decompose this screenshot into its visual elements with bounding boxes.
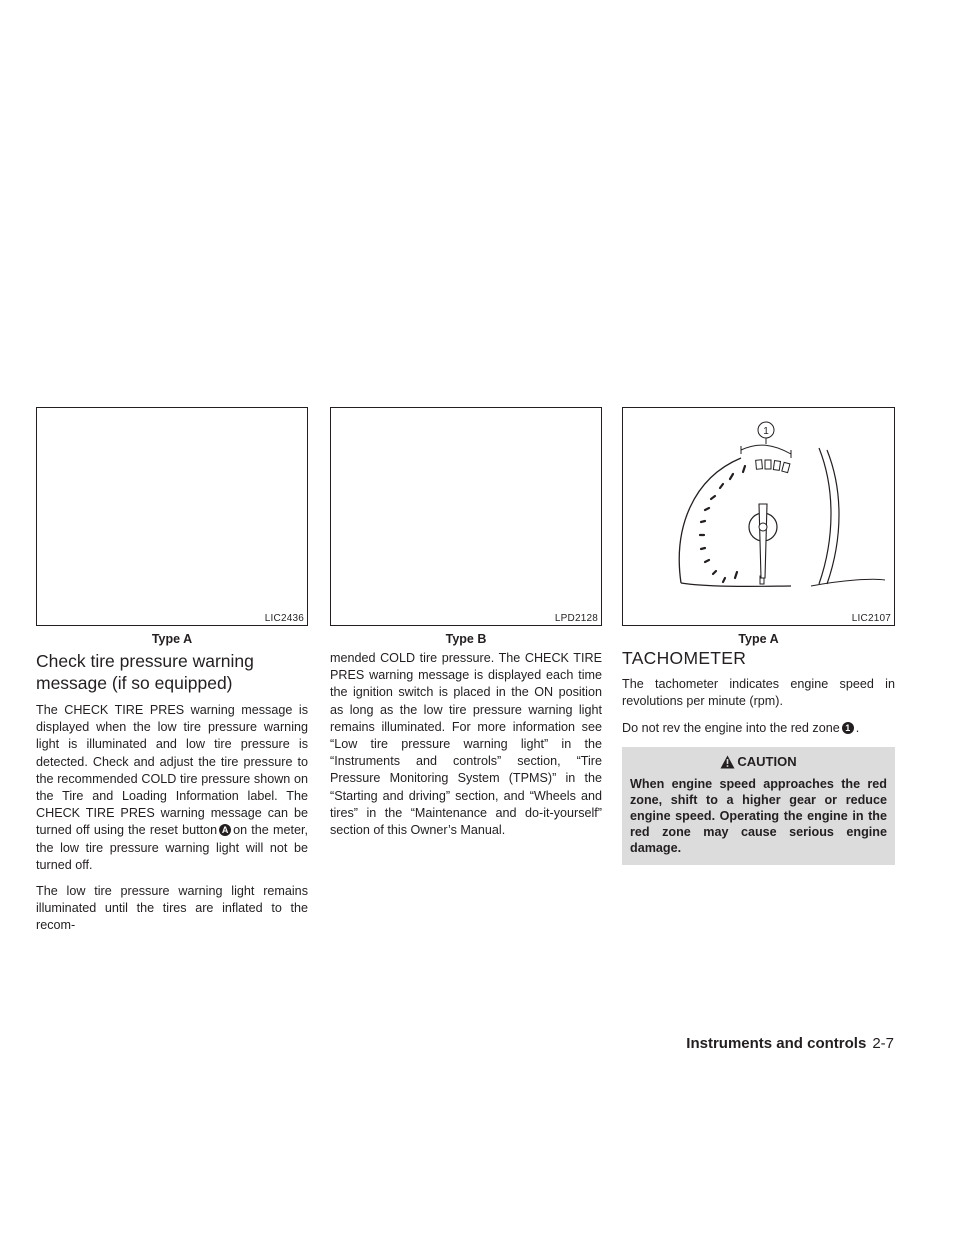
adjacent-gauge-arc-outer <box>819 448 831 584</box>
paragraph-text: . <box>855 720 860 735</box>
section-heading: Check tire pressure warning message (if so equipped) <box>36 651 254 693</box>
caution-header <box>630 753 887 770</box>
figure-code: LIC2107 <box>851 613 891 624</box>
reset-button-marker: A <box>219 824 231 836</box>
warning-triangle-icon <box>720 755 735 769</box>
adjacent-gauge-arc-inner <box>827 450 839 584</box>
figure-caption: Type B <box>445 632 487 646</box>
figure-tachometer <box>622 407 895 626</box>
column-middle <box>330 650 602 848</box>
paragraph-text: Do not rev the engine into the red zone <box>622 720 840 735</box>
page-number: 2-7 <box>872 1035 894 1052</box>
adjacent-gauge-bottom <box>811 579 885 586</box>
red-zone-marker: 1 <box>842 722 854 734</box>
caution-text: When engine speed approaches the red zone, shift to a higher gear or reduce engine speed. Operating the engine in the red zone may cause serious engine damage. <box>630 777 887 856</box>
paragraph: The low tire pressure warning light remains illuminated until the tires are inflated to the recom- <box>36 884 308 933</box>
figure-caption: Type A <box>151 632 193 646</box>
figure-code: LIC2436 <box>264 613 304 624</box>
tachometer-illustration <box>623 408 894 625</box>
caution-box <box>622 747 895 865</box>
column-right <box>622 650 895 865</box>
paragraph <box>622 720 895 737</box>
paragraph <box>36 702 308 874</box>
paragraph: mended COLD tire pressure. The CHECK TIRE PRES warning message is displayed each time the ignition switch is placed in the ON position as long as the low tire pressure warning light remains illuminated. For more information see “Low tire pressure warning light” in the “Instruments and controls” section, “Tire Pressure Monitoring System (TPMS)” in the “Starting and driving” section, and “Wheels and tires” in the “Maintenance and do-it-yourself” section of this Owner’s Manual. <box>330 651 602 838</box>
page-footer <box>686 1035 894 1052</box>
callout-number: 1 <box>763 426 769 437</box>
column-left <box>36 650 308 944</box>
paragraph: The tachometer indicates engine speed in revolutions per minute (rpm). <box>622 677 895 709</box>
figure-type-a-warning <box>36 407 308 626</box>
section-heading: TACHOMETER <box>622 648 747 668</box>
paragraph-text: on the meter, the low tire pressure warning light will not be turned off. <box>36 823 308 872</box>
red-zone-bracket <box>741 445 791 454</box>
needle <box>759 504 767 578</box>
figure-caption: Type A <box>738 632 779 646</box>
caution-title: CAUTION <box>737 753 797 769</box>
footer-section: Instruments and controls <box>686 1035 867 1052</box>
gauge-bottom-line <box>681 583 791 586</box>
figure-type-b-warning <box>330 407 602 626</box>
figure-code: LPD2128 <box>554 613 598 624</box>
paragraph-text: The CHECK TIRE PRES warning message is displayed when the low tire pressure warning light is illuminated and low tire pressure is detected. Check and adjust the tire pressure to the recommended COLD tire pressure shown on the Tire and Loading Information label. The CHECK TIRE PRES warning message can be turned off using the reset button <box>36 703 308 838</box>
